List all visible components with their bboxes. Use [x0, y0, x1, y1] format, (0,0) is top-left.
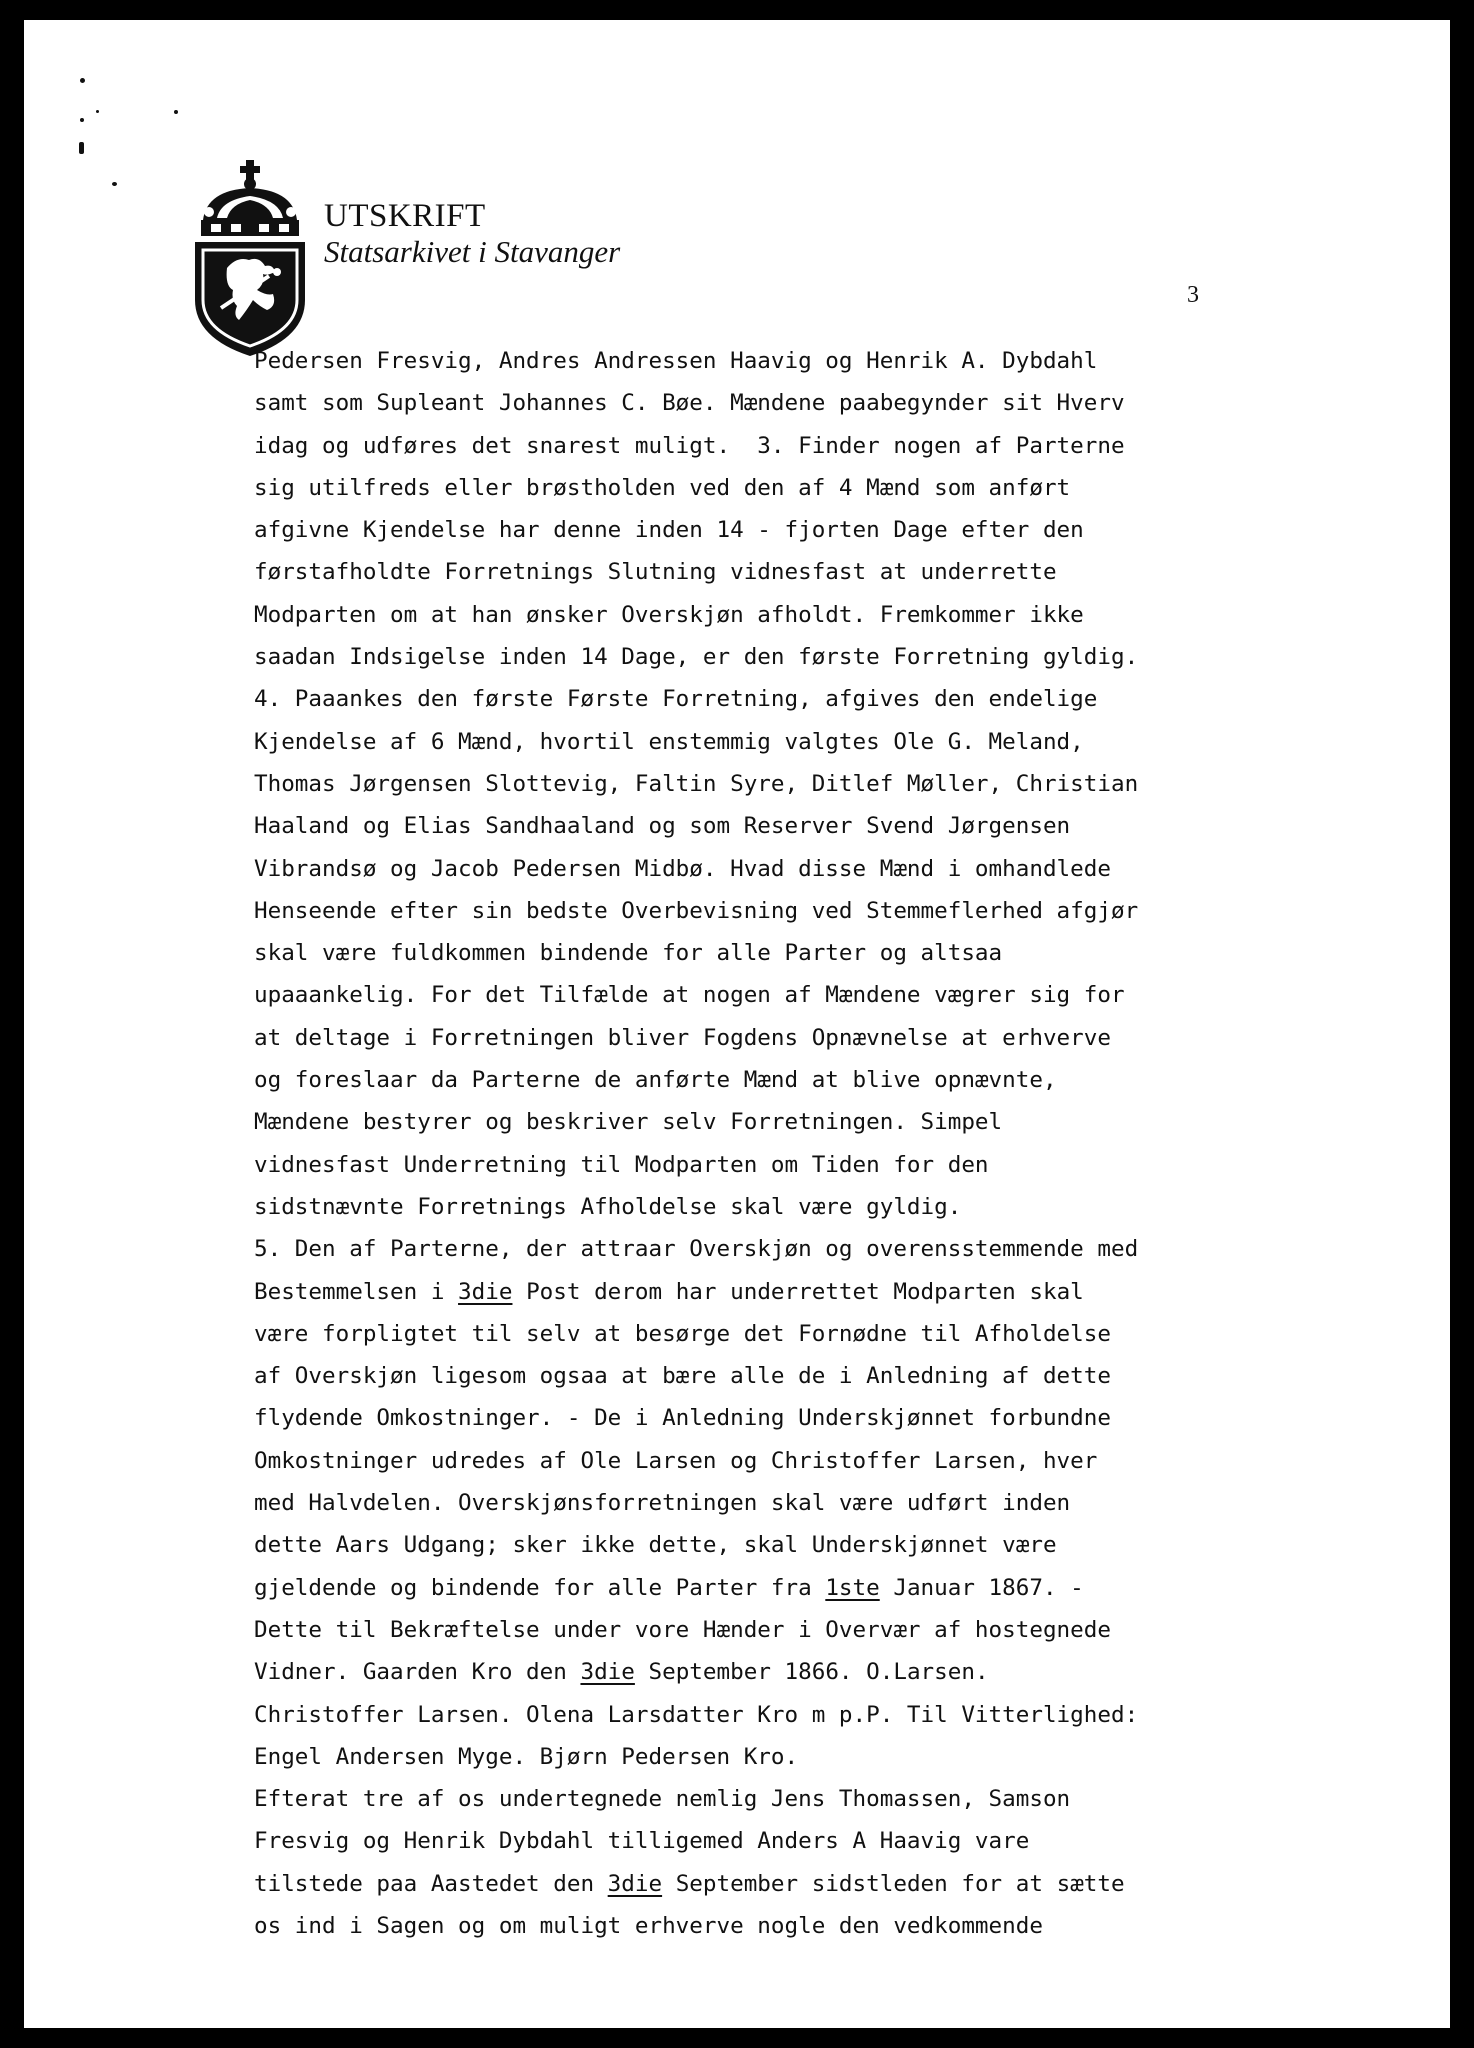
text-line — [254, 1567, 1434, 1609]
text-line — [254, 1101, 1434, 1143]
text-segment: Vidner. Gaarden Kro den — [254, 1659, 581, 1686]
text-segment: være forpligtet til selv at besørge det Fornødne til Afholdelse — [254, 1320, 1111, 1347]
header-title: UTSKRIFT — [324, 198, 486, 234]
text-line — [254, 425, 1434, 467]
text-segment: Post derom har underrettet Modparten skal — [512, 1278, 1084, 1305]
text-segment: Pedersen Fresvig, Andres Andressen Haavig og Henrik A. Dybdahl — [254, 348, 1098, 374]
text-line — [254, 1271, 1434, 1313]
text-segment: dette Aars Udgang; sker ikke dette, skal Underskjønnet være — [254, 1532, 1057, 1559]
text-line — [254, 1186, 1434, 1228]
text-line — [254, 382, 1434, 424]
text-line — [254, 1651, 1434, 1693]
text-line — [254, 594, 1434, 636]
text-line — [254, 1694, 1434, 1736]
text-segment: flydende Omkostninger. - De i Anledning Underskjønnet forbundne — [254, 1405, 1111, 1432]
text-segment: Henseende efter sin bedste Overbevisning ved Stemmeflerhed afgjør — [254, 897, 1139, 924]
text-line — [254, 678, 1434, 720]
text-segment: Dette til Bekræftelse under vore Hænder i Overvær af hostegnede — [254, 1616, 1111, 1643]
text-segment: Fresvig og Henrik Dybdahl tilligemed Anders A Haavig vare — [254, 1828, 1030, 1855]
text-segment: Kjendelse af 6 Mænd, hvortil enstemmig valgtes Ole G. Meland, — [254, 728, 1084, 755]
text-line — [254, 890, 1434, 932]
text-segment: Vibrandsø og Jacob Pedersen Midbø. Hvad disse Mænd i omhandlede — [254, 855, 1111, 882]
text-line — [254, 1736, 1434, 1778]
text-segment: Bestemmelsen i — [254, 1278, 459, 1305]
text-line — [254, 509, 1434, 551]
scan-speck — [80, 78, 85, 83]
text-segment: September sidstleden for at sætte — [662, 1870, 1125, 1897]
document-body — [254, 340, 1434, 1947]
text-line — [254, 1778, 1434, 1820]
text-segment: Engel Andersen Myge. Bjørn Pedersen Kro. — [254, 1743, 799, 1770]
text-segment: Mændene bestyrer og beskriver selv Forretningen. Simpel — [254, 1109, 1003, 1136]
archive-header — [324, 198, 620, 270]
text-line — [254, 805, 1434, 847]
text-segment: skal være fuldkommen bindende for alle Parter og altsaa — [254, 940, 1003, 967]
text-line — [254, 1059, 1434, 1101]
scan-speck — [112, 182, 117, 186]
document-page — [24, 20, 1450, 2028]
text-segment: 5. Den af Parterne, der attraar Overskjøn og overensstemmende med — [254, 1236, 1139, 1263]
coat-of-arms-icon — [187, 160, 313, 356]
text-line — [254, 974, 1434, 1016]
text-line — [254, 932, 1434, 974]
text-line — [254, 848, 1434, 890]
underlined-ordinal: 3die — [580, 1659, 635, 1686]
text-line — [254, 1609, 1434, 1651]
text-segment: os ind i Sagen og om muligt erhverve nogle den vedkommende — [254, 1912, 1043, 1939]
text-line — [254, 1524, 1434, 1566]
text-line — [254, 1397, 1434, 1439]
text-line — [254, 467, 1434, 509]
text-segment: med Halvdelen. Overskjønsforretningen skal være udført inden — [254, 1490, 1071, 1517]
text-line — [254, 1228, 1434, 1270]
underlined-ordinal: 1ste — [825, 1574, 880, 1601]
text-segment: September 1866. O.Larsen. — [634, 1659, 989, 1686]
text-line — [254, 1144, 1434, 1186]
text-line — [254, 1355, 1434, 1397]
text-segment: førstafholdte Forretnings Slutning vidnesfast at underrette — [254, 559, 1057, 586]
text-line — [254, 1905, 1434, 1947]
text-segment: saadan Indsigelse inden 14 Dage, er den første Forretning gyldig. — [254, 644, 1139, 671]
text-segment: sig utilfreds eller brøstholden ved den af 4 Mænd som anført — [254, 474, 1071, 501]
text-segment: idag og udføres det snarest muligt. 3. Finder nogen af Parterne — [254, 432, 1125, 459]
text-line — [254, 721, 1434, 763]
text-segment: Modparten om at han ønsker Overskjøn afholdt. Fremkommer ikke — [254, 601, 1084, 628]
text-segment: gjeldende og bindende for alle Parter fra — [254, 1574, 826, 1601]
text-line — [254, 636, 1434, 678]
text-segment: 4. Paaankes den første Første Forretning, afgives den endelige — [254, 686, 1098, 713]
scan-speck — [79, 142, 84, 154]
text-line — [254, 1313, 1434, 1355]
text-segment: og foreslaar da Parterne de anførte Mænd at blive opnævnte, — [254, 1067, 1057, 1094]
text-line — [254, 1863, 1434, 1905]
scan-speck — [80, 118, 84, 122]
header-subtitle: Statsarkivet i Stavanger — [324, 234, 621, 269]
text-segment: af Overskjøn ligesom ogsaa at bære alle de i Anledning af dette — [254, 1363, 1111, 1390]
text-segment: upaaankelig. For det Tilfælde at nogen af Mændene vægrer sig for — [254, 982, 1125, 1009]
text-segment: vidnesfast Underretning til Modparten om Tiden for den — [254, 1151, 989, 1178]
text-segment: Thomas Jørgensen Slottevig, Faltin Syre, Ditlef Møller, Christian — [254, 770, 1139, 797]
text-line — [254, 551, 1434, 593]
text-segment: tilstede paa Aastedet den — [254, 1870, 608, 1897]
text-segment: sidstnævnte Forretnings Afholdelse skal være gyldig. — [254, 1193, 962, 1220]
text-segment: Efterat tre af os undertegnede nemlig Jens Thomassen, Samson — [254, 1786, 1071, 1813]
text-segment: Omkostninger udredes af Ole Larsen og Christoffer Larsen, hver — [254, 1447, 1098, 1474]
scan-speck — [174, 110, 178, 114]
page-number: 3 — [1187, 282, 1199, 308]
text-line — [254, 340, 1434, 382]
text-line — [254, 1482, 1434, 1524]
text-segment: afgivne Kjendelse har denne inden 14 - fjorten Dage efter den — [254, 517, 1084, 544]
underlined-ordinal: 3die — [607, 1870, 663, 1897]
text-line — [254, 1017, 1434, 1059]
text-segment: Januar 1867. - — [879, 1574, 1084, 1601]
text-segment: at deltage i Forretningen bliver Fogdens Opnævnelse at erhverve — [254, 1024, 1111, 1051]
text-segment: Christoffer Larsen. Olena Larsdatter Kro m p.P. Til Vitterlighed: — [254, 1701, 1139, 1728]
text-line — [254, 1820, 1434, 1862]
text-segment: samt som Supleant Johannes C. Bøe. Mændene paabegynder sit Hverv — [254, 390, 1125, 417]
text-segment: Haaland og Elias Sandhaaland og som Reserver Svend Jørgensen — [254, 813, 1071, 840]
scan-speck — [96, 110, 99, 113]
text-line — [254, 763, 1434, 805]
underlined-ordinal: 3die — [458, 1278, 513, 1305]
text-line — [254, 1440, 1434, 1482]
